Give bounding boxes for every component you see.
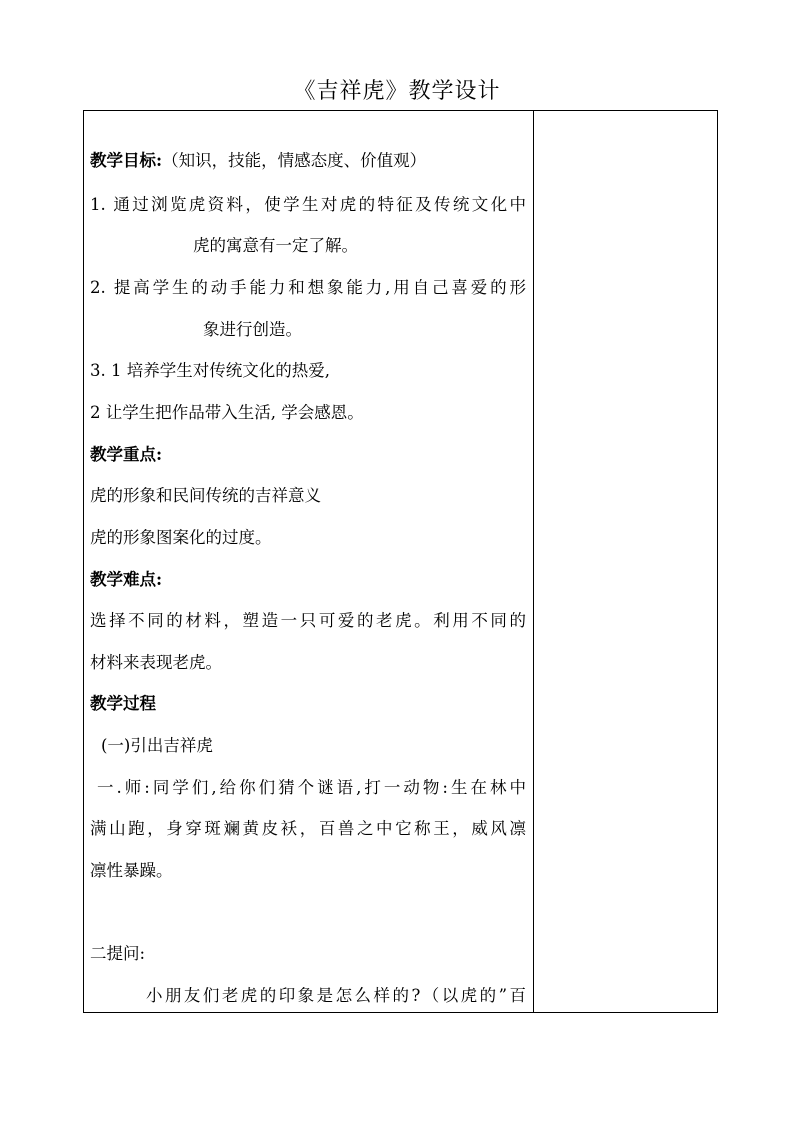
column-divider <box>533 110 534 1013</box>
step-2-heading: 二提问: <box>90 944 146 963</box>
goals-line <box>90 153 426 170</box>
step-1-line-2: 满山跑，身穿斑斓黄皮袄，百兽之中它称王，威风凛 <box>90 819 526 838</box>
goals-heading: 教学目标: <box>90 151 163 170</box>
step-1-line-3: 凛性暴躁。 <box>90 861 173 880</box>
goal-3-line-1: 3. 1 培养学生对传统文化的热爱, <box>90 361 330 380</box>
step-1-line-1: 一.师:同学们,给你们猜个谜语,打一动物:生在林中 <box>97 778 526 797</box>
difficulties-line-2: 材料来表现老虎。 <box>90 653 222 672</box>
goals-note: （知识，技能，情感态度、价值观） <box>162 151 427 170</box>
difficulties-line-1: 选择不同的材料，塑造一只可爱的老虎。利用不同的 <box>90 611 526 630</box>
goal-3-line-2: 2 让学生把作品带入生活, 学会感恩。 <box>90 403 364 422</box>
key-points-line-1: 虎的形象和民间传统的吉祥意义 <box>90 486 321 505</box>
key-points-line-2: 虎的形象图案化的过度。 <box>90 528 272 547</box>
key-points-heading: 教学重点: <box>90 445 163 464</box>
goal-1-line-1: 1. 通过浏览虎资料，使学生对虎的特征及传统文化中 <box>90 195 526 214</box>
step-2-line-1: 小朋友们老虎的印象是怎么样的?（以虎的”百 <box>146 986 526 1005</box>
difficulties-heading: 教学难点: <box>90 570 163 589</box>
goal-1-line-2: 虎的寓意有一定了解。 <box>193 236 358 255</box>
page-title: 《吉祥虎》教学设计 <box>293 79 501 104</box>
step-1-heading: (一)引出吉祥虎 <box>101 736 213 755</box>
goal-2-line-2: 象进行创造。 <box>203 320 302 339</box>
goal-2-line-1: 2. 提高学生的动手能力和想象能力,用自己喜爱的形 <box>90 278 526 297</box>
lesson-table <box>83 110 718 1013</box>
process-heading: 教学过程 <box>90 694 156 713</box>
